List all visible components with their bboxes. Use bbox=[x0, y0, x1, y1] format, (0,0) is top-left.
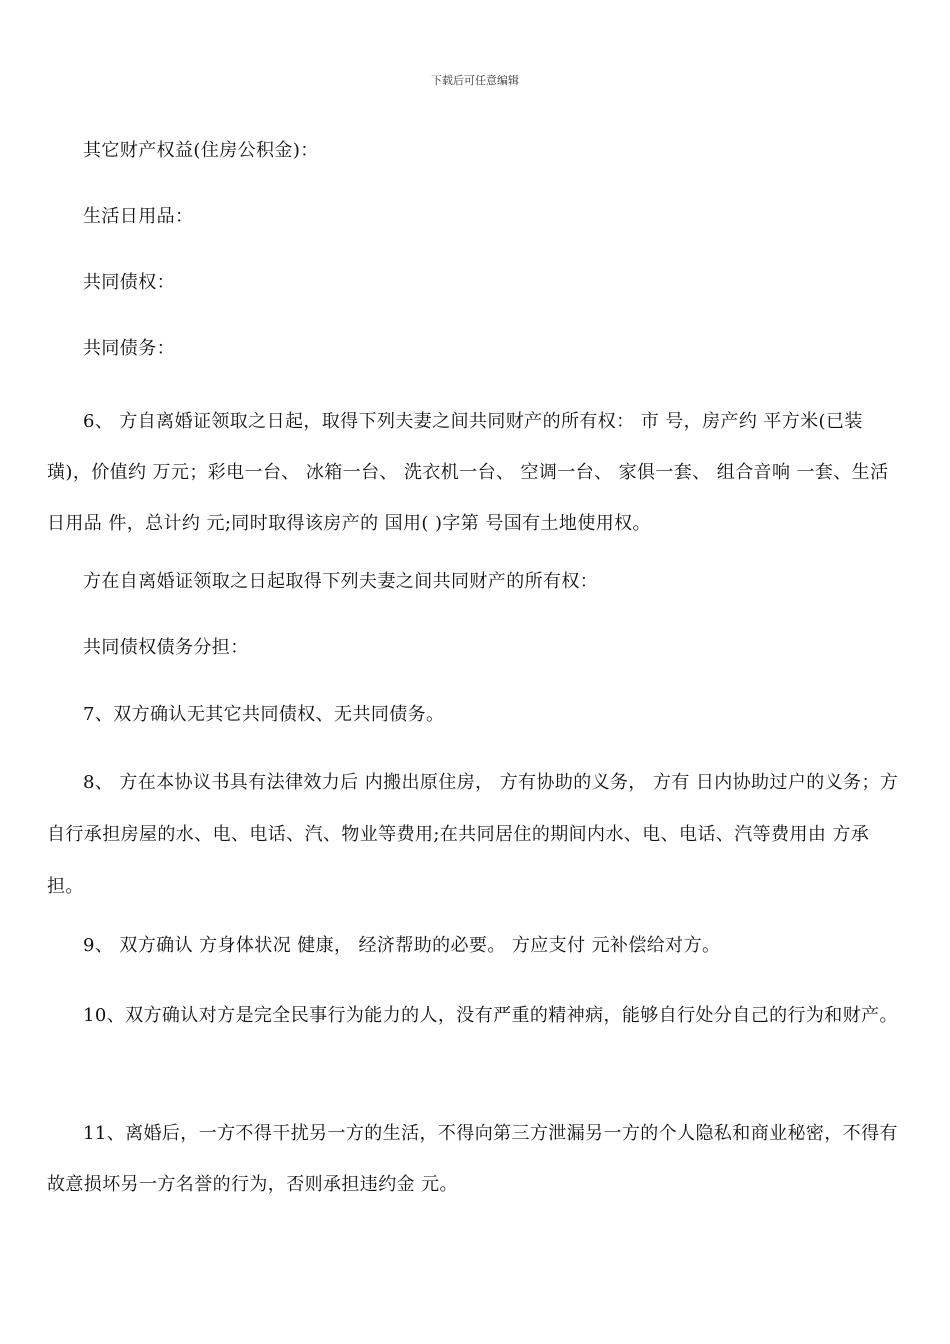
clause-6-second-party-line: 方在自离婚证领取之日起取得下列夫妻之间共同财产的所有权： bbox=[83, 571, 599, 592]
debt-split-line: 共同债权债务分担： bbox=[83, 637, 249, 658]
clause-7-line: 7、双方确认无其它共同债权、无共同债务。 bbox=[83, 704, 445, 725]
daily-goods-line: 生活日用品： bbox=[83, 206, 194, 227]
joint-credit-line: 共同债权： bbox=[83, 272, 175, 293]
clause-11-paragraph: 11、离婚后，一方不得干扰另一方的生活，不得向第三方泄漏另一方的个人隐私和商业秘密，不得有故意损坏另一方名誉的行为，否则承担违约金 元。 bbox=[47, 1123, 898, 1195]
clause-10-paragraph: 10、双方确认对方是完全民事行为能力的人，没有严重的精神病，能够自行处分自己的行为和财产。 bbox=[83, 1005, 898, 1026]
clause-6-paragraph: 6、 方自离婚证领取之日起，取得下列夫妻之间共同财产的所有权： 市 号，房产约 平方米(已装璜)，价值约 万元；彩电一台、 冰箱一台、 洗衣机一台、 空调一台、 家俱一套、 组合音响 一套、生活日用品 件，总计约 元;同时取得该房产的 国用( )字第 号国有土地使用权。 bbox=[47, 411, 889, 534]
clause-8-paragraph: 8、 方在本协议书具有法律效力后 内搬出原住房， 方有协助的义务， 方有 日内协助过户的义务；方自行承担房屋的水、电、电话、汽、物业等费用;在共同居住的期间内水、电、电话、汽等费用由 方承担。 bbox=[47, 772, 899, 897]
clause-9-line: 9、 双方确认 方身体状况 健康， 经济帮助的必要。 方应支付 元补偿给对方。 bbox=[83, 935, 721, 956]
page-header: 下载后可任意编辑 bbox=[431, 74, 519, 87]
joint-debt-line: 共同债务： bbox=[83, 338, 175, 359]
other-property-line: 其它财产权益(住房公积金)： bbox=[83, 140, 319, 161]
